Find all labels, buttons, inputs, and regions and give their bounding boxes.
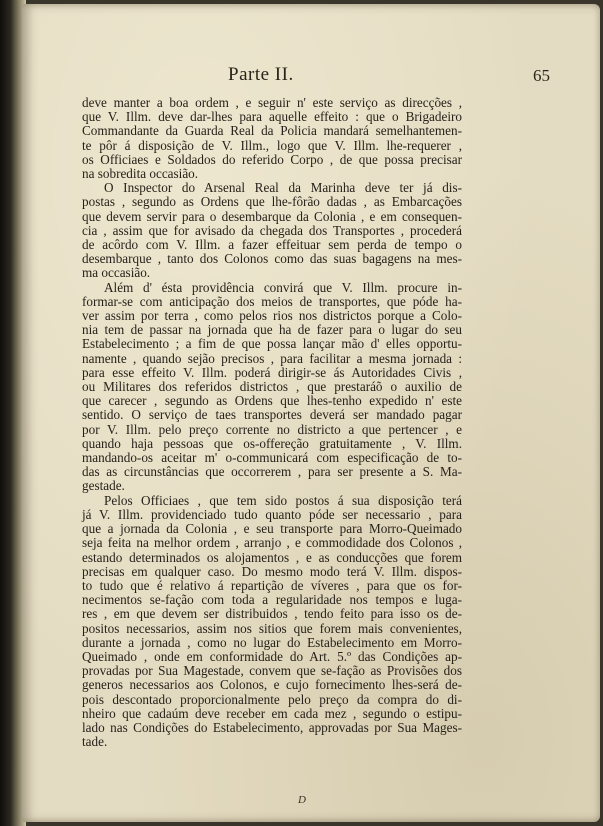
text-line: estando determinados os alojamentos , e as conducções que forem: [82, 549, 462, 565]
text-line: generos necessarios aos Colonos, e cujo fornecimento lhes-será de-: [82, 677, 462, 693]
text-line: deve manter a boa ordem , e seguir n' este serviço as direcções ,: [82, 95, 462, 110]
text-line: pois descontado proporcionalmente pelo preço da compra do di-: [82, 691, 462, 707]
paragraph: [82, 96, 462, 181]
text-line: Estabelecimento ; a fim de que possa lançar mão d' elles opportu-: [82, 336, 462, 352]
text-line: quando haja pessoas que os-offereção gratuitamente , V. Illm.: [82, 435, 462, 451]
text-line: ou Militares dos referidos districtos , que prestaráõ o auxilio de: [82, 379, 462, 395]
text-line: Queimado , onde em conformidade do Art. 5.º das Condições ap-: [82, 648, 462, 664]
text-line: na sobredita occasião.: [82, 166, 199, 182]
text-line: de acôrdo com V. Illm. a fazer effeituar sem perda de tempo o: [82, 237, 462, 253]
text-line: gestade.: [82, 478, 125, 494]
text-line: sentido. O serviço de taes transportes deverá ser mandado pagar: [82, 407, 462, 423]
text-line: já V. Illm. providenciado tudo quanto póde ser necessario , para: [82, 506, 462, 522]
text-line: mandando-os aceitar m' o-communicará com especificação de to-: [82, 450, 462, 466]
text-line: res , em que devem ser distribuidos , tendo feito para isso os de-: [82, 606, 462, 622]
text-line: necimentos se-fação com toda a regularidade nos tempos e luga-: [82, 592, 462, 608]
text-line: Além d' ésta providência convirá que V. Illm. procure in-: [104, 279, 462, 295]
paragraph: [82, 494, 462, 750]
text-line: te pôr á disposição de V. Illm., logo que V. Illm. lhe-requerer ,: [82, 137, 462, 153]
text-line: postas , segundo as Ordens que lhe-fôrão dadas , as Embarcações: [82, 194, 462, 210]
paragraph: [82, 181, 462, 280]
text-line: nheiro que cadaúm deve receber em cada mez , segundo o estipu-: [82, 705, 462, 721]
paragraph: [82, 281, 462, 494]
text-line: os Officiaes e Soldados do referido Corpo , de que possa precisar: [82, 151, 462, 167]
text-line: por V. Illm. pelo preço corrente no districto a que pertencer , e: [82, 421, 462, 437]
text-line: que devem servir para o desembarque da Colonia , e em consequen-: [82, 208, 462, 224]
text-line: que V. Illm. deve dar-lhes para aquelle effeito : que o Brigadeiro: [82, 109, 462, 125]
header-title: Parte II.: [228, 64, 294, 85]
text-line: namente , quando sejão precisos , para facilitar a mesma jornada :: [82, 350, 462, 366]
text-line: positos necessarios, assim nos sitios que forem mais convenientes,: [82, 620, 462, 636]
text-line: cia , assim que for avisado da chegada dos Transportes , procederá: [82, 222, 462, 238]
text-line: tade.: [82, 734, 108, 750]
text-line: to tudo que é relativo á repartição de víveres , para que os for-: [82, 577, 462, 593]
text-line: ma occasião.: [82, 265, 151, 281]
text-line: desembarque , tanto dos Colonos como das suas bagagens na mes-: [82, 251, 462, 267]
text-line: Pelos Officiaes , que tem sido postos á sua disposição terá: [104, 492, 462, 508]
text-line: Commandante da Guarda Real da Policia mandará semelhantemen-: [82, 123, 462, 139]
text-line: formar-se com anticipação dos meios de transportes, que póde ha-: [82, 293, 462, 309]
text-line: para esse effeito V. Illm. poderá dirigir-se ás Autoridades Civis ,: [82, 364, 462, 380]
body-text: [82, 96, 462, 749]
text-line: O Inspector do Arsenal Real da Marinha deve ter já dis-: [104, 180, 462, 196]
text-line: lado nas Condições do Estabelecimento, approvadas por Sua Mages-: [82, 719, 462, 735]
text-line: durante a jornada , como no lugar do Estabelecimento em Morro-: [82, 634, 462, 650]
text-line: precisas em qualquer caso. Do mesmo modo terá V. Illm. dispos-: [82, 563, 462, 579]
page-number: 65: [533, 66, 550, 85]
text-line: seja feita na melhor ordem , arranjo , e commodidade dos Colonos ,: [82, 535, 462, 551]
running-header: [80, 60, 550, 90]
text-line: nia tem de passar na jornada que ha de fazer para o lugar do seu: [82, 322, 462, 338]
text-line: que carecer , segundo as Ordens que lhes-tenho expedido n' este: [82, 393, 462, 409]
text-line: das as circunstâncias que occorrerem , para ser presente a S. Ma-: [82, 464, 462, 480]
text-line: que a jornada da Colonia , e seu transporte para Morro-Queimado: [82, 521, 462, 537]
signature-mark: D: [298, 794, 306, 806]
text-line: ver assim por terra , como pelos rios nos districtos porque a Colo-: [82, 308, 462, 324]
text-line: provadas por Sua Magestade, convem que se-fação as Provisões dos: [82, 663, 462, 679]
